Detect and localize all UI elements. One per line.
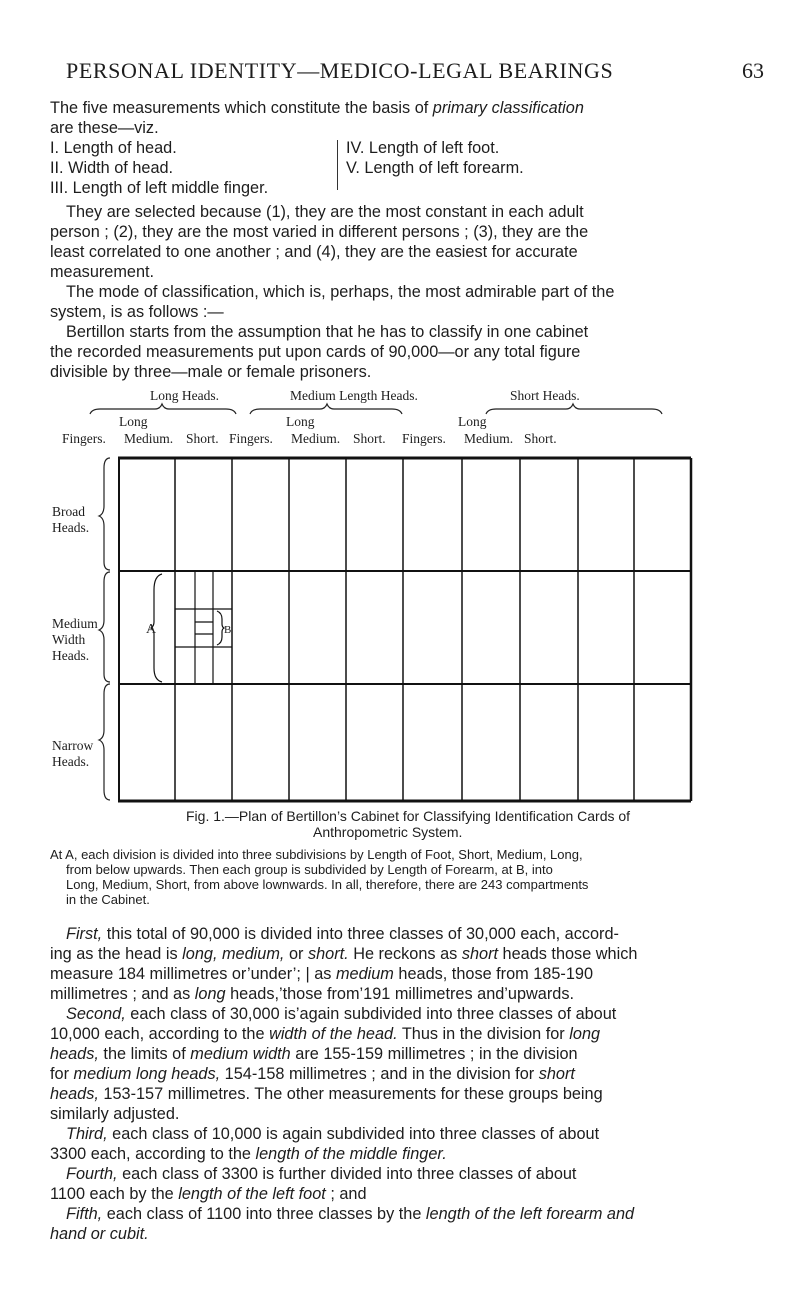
intro-line-1: The five measurements which constitute the basis of primary classification [50, 99, 584, 117]
row-label-medium: Medium Width Heads. [52, 616, 98, 663]
intro-line-2: are these—viz. [50, 119, 159, 137]
paragraph-line: The mode of classification, which is, perhaps, the most admirable part of the [66, 283, 615, 301]
finger-subheading: Medium. [124, 431, 174, 446]
second-line-2: 10,000 each, according to the width of the head. Thus in the division for long [50, 1025, 601, 1043]
brace-b [217, 611, 224, 645]
finger-subheading: Medium. [464, 431, 514, 446]
head-group-label: Long Heads. [150, 388, 219, 403]
measurement-item: I. Length of head. [50, 139, 177, 157]
second-line-1: Second, each class of 30,000 is’again subdivided into three classes of about [66, 1005, 617, 1023]
fifth-line-2: hand or cubit. [50, 1225, 149, 1243]
third-line-2: 3300 each, according to the length of the middle finger. [50, 1145, 447, 1163]
fourth-line-1: Fourth, each class of 3300 is further divided into three classes of about [66, 1165, 577, 1183]
third-line-1: Third, each class of 10,000 is again subdivided into three classes of about [66, 1125, 600, 1143]
second-line-5: heads, 153-157 millimetres. The other measurements for these groups being [50, 1085, 603, 1103]
subdivision-detail [151, 571, 232, 684]
finger-subheading: Short. [186, 431, 219, 446]
measurement-item: V. Length of left forearm. [346, 159, 524, 177]
finger-long-label: Long [458, 414, 487, 429]
label-a: A [146, 622, 157, 637]
figure-caption-1: Fig. 1.—Plan of Bertillon’s Cabinet for Classifying Identification Cards of [186, 808, 631, 824]
figure-note-line: Long, Medium, Short, from above lownwards. In all, therefore, there are 243 compartments [66, 877, 589, 892]
paragraph-line: divisible by three—male or female prisoners. [50, 363, 372, 381]
paragraph-line: They are selected because (1), they are the most constant in each adult [66, 203, 584, 221]
figure-note-line: from below upwards. Then each group is subdivided by Length of Forearm, at B, into [66, 862, 553, 877]
finger-subheading: Short. [524, 431, 557, 446]
first-line-1: First, this total of 90,000 is divided into three classes of 30,000 each, accord- [66, 925, 619, 943]
measurement-item: III. Length of left middle finger. [50, 179, 269, 197]
second-line-6: similarly adjusted. [50, 1105, 180, 1123]
finger-subheading: Short. [353, 431, 386, 446]
brace-medium [99, 572, 110, 682]
fourth-line-2: 1100 each by the length of the left foot ; and [50, 1185, 367, 1203]
paragraph-line: measurement. [50, 263, 155, 281]
figure-note-line: At A, each division is divided into three subdivisions by Length of Foot, Short, Medium, Long, [50, 847, 583, 862]
finger-long-label: Long [119, 414, 148, 429]
finger-subheading: Fingers. [402, 431, 446, 446]
head-group-label: Medium Length Heads. [290, 388, 418, 403]
header-title: PERSONAL IDENTITY—MEDICO-LEGAL BEARINGS [66, 58, 614, 83]
paragraph-line: Bertillon starts from the assumption that he has to classify in one cabinet [66, 323, 589, 341]
finger-subheading: Medium. [291, 431, 341, 446]
first-line-3: measure 184 millimetres or’under’; | as medium heads, those from 185-190 [50, 965, 593, 983]
first-line-4: millimetres ; and as long heads,’those from’191 millimetres and’upwards. [50, 985, 574, 1003]
measurement-item: II. Width of head. [50, 159, 174, 177]
first-line-2: ing as the head is long, medium, or short. He reckons as short heads those which [50, 945, 638, 963]
paragraph-line: the recorded measurements put upon cards of 90,000—or any total figure [50, 343, 581, 361]
paragraph-line: person ; (2), they are the most varied in different persons ; (3), they are the [50, 223, 589, 241]
row-label-narrow: Narrow Heads. [52, 738, 94, 769]
fifth-line-1: Fifth, each class of 1100 into three classes by the length of the left forearm and [66, 1205, 635, 1223]
paragraph-line: system, is as follows :— [50, 303, 224, 321]
page-number: 63 [742, 58, 764, 83]
finger-subheading: Fingers. [62, 431, 106, 446]
brace-broad [99, 458, 110, 570]
measurement-item: IV. Length of left foot. [346, 139, 500, 157]
head-group-label: Short Heads. [510, 388, 580, 403]
finger-long-label: Long [286, 414, 315, 429]
row-label-broad: Broad Heads. [52, 504, 90, 535]
label-b: B [224, 624, 232, 636]
brace-narrow [99, 684, 110, 800]
finger-subheading: Fingers. [229, 431, 273, 446]
second-line-3: heads, the limits of medium width are 155-159 millimetres ; in the division [50, 1045, 578, 1063]
figure-caption-2: Anthropometric System. [313, 824, 463, 840]
figure-note-line: in the Cabinet. [66, 892, 150, 907]
paragraph-line: least correlated to one another ; and (4), they are the easiest for accurate [50, 243, 578, 261]
second-line-4: for medium long heads, 154-158 millimetres ; and in the division for short [50, 1065, 575, 1083]
